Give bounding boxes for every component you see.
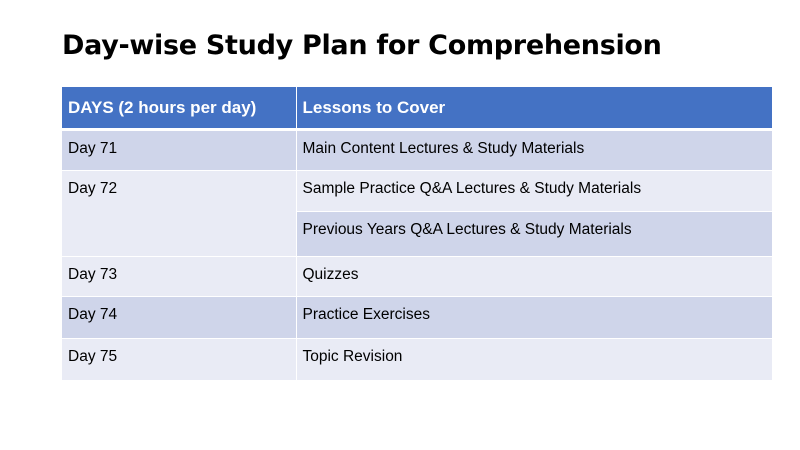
lesson-cell: Quizzes	[296, 257, 772, 297]
lesson-cell: Main Content Lectures & Study Materials	[296, 130, 772, 171]
day-cell: Day 71	[62, 130, 296, 171]
lesson-cell: Previous Years Q&A Lectures & Study Materials	[296, 212, 772, 257]
column-header-lessons: Lessons to Cover	[296, 87, 772, 130]
day-cell: Day 75	[62, 339, 296, 381]
column-header-days: DAYS (2 hours per day)	[62, 87, 296, 130]
table-row	[62, 257, 772, 297]
table-header-row	[62, 87, 772, 130]
lesson-cell: Sample Practice Q&A Lectures & Study Materials	[296, 171, 772, 212]
lesson-cell: Practice Exercises	[296, 297, 772, 339]
day-cell: Day 72	[62, 171, 296, 257]
table-row	[62, 171, 772, 212]
page-title: Day-wise Study Plan for Comprehension	[62, 30, 662, 61]
day-cell: Day 73	[62, 257, 296, 297]
study-plan-table	[62, 87, 772, 381]
table-row	[62, 297, 772, 339]
table-row	[62, 339, 772, 381]
table-row	[62, 130, 772, 171]
day-cell: Day 74	[62, 297, 296, 339]
lesson-cell: Topic Revision	[296, 339, 772, 381]
